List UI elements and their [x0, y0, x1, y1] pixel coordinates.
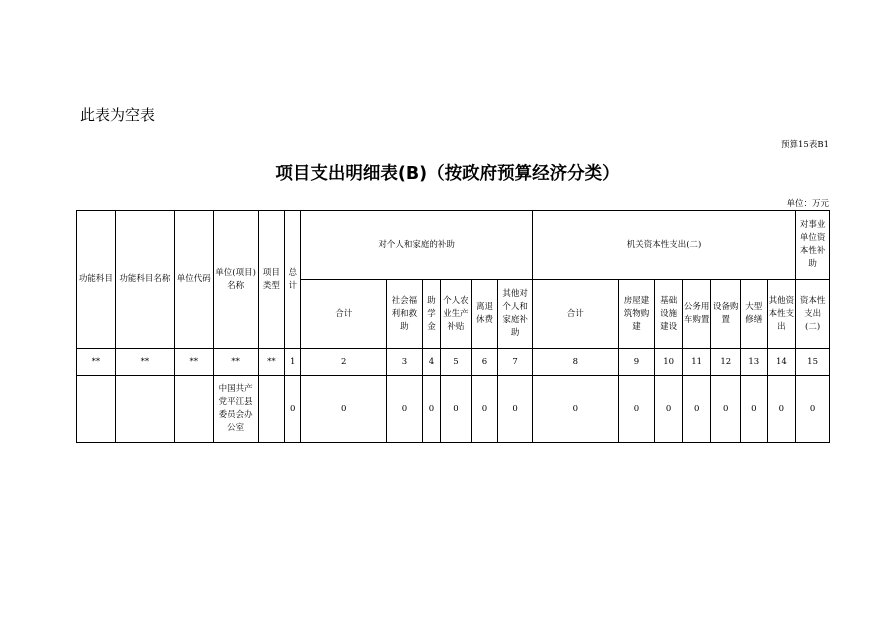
header-vehicle: 公务用车购置 [682, 280, 711, 349]
header-group-enterprise: 对事业单位资本性补助 [796, 211, 830, 280]
data-cell: 0 [711, 376, 741, 443]
code-cell: 15 [796, 349, 830, 376]
header-capital-subtotal: 合计 [532, 280, 618, 349]
data-cell: 0 [441, 376, 472, 443]
data-cell: 0 [682, 376, 711, 443]
header-unit-code: 单位代码 [174, 211, 213, 349]
code-cell: 14 [767, 349, 796, 376]
header-retirement: 离退休费 [471, 280, 498, 349]
data-cell: 0 [471, 376, 498, 443]
data-cell: 0 [796, 376, 830, 443]
code-cell: 8 [532, 349, 618, 376]
data-cell [77, 376, 116, 443]
page-title: 项目支出明细表(B)（按政府预算经济分类） [275, 164, 620, 184]
empty-table-note: 此表为空表 [80, 106, 156, 124]
data-cell: 0 [301, 376, 387, 443]
data-cell: 0 [741, 376, 768, 443]
code-cell: 2 [301, 349, 387, 376]
data-cell: 0 [655, 376, 683, 443]
code-cell: 7 [498, 349, 533, 376]
data-cell [115, 376, 174, 443]
data-cell: 0 [422, 376, 440, 443]
header-personal-subtotal: 合计 [301, 280, 387, 349]
code-cell: 9 [618, 349, 655, 376]
header-social-welfare: 社会福利和救助 [387, 280, 423, 349]
header-housing: 房屋建筑物购建 [618, 280, 655, 349]
data-cell: 0 [767, 376, 796, 443]
expense-table [76, 210, 830, 443]
header-group-capital: 机关资本性支出(二) [532, 211, 795, 280]
header-group-personal: 对个人和家庭的补助 [301, 211, 533, 280]
data-cell: 0 [532, 376, 618, 443]
header-row-top [77, 211, 830, 280]
code-cell: 1 [285, 349, 301, 376]
code-cell: 4 [422, 349, 440, 376]
code-cell: 3 [387, 349, 423, 376]
code-cell: 12 [711, 349, 741, 376]
unit-label: 单位：万元 [786, 199, 829, 209]
header-capital-expense: 资本性支出(二) [796, 280, 830, 349]
table-row [77, 376, 830, 443]
code-cell: 10 [655, 349, 683, 376]
code-cell: ** [258, 349, 285, 376]
header-farmer-subsidy: 个人农业生产补贴 [441, 280, 472, 349]
header-total: 总计 [285, 211, 301, 349]
code-cell: 11 [682, 349, 711, 376]
header-equipment: 设备购置 [711, 280, 741, 349]
data-cell [174, 376, 213, 443]
header-project-type: 项目类型 [258, 211, 285, 349]
data-cell-unit-name: 中国共产党平江县委员会办公室 [213, 376, 258, 443]
data-cell: 0 [387, 376, 423, 443]
header-other-capital: 其他资本性支出 [767, 280, 796, 349]
header-infrastructure: 基础设施建设 [655, 280, 683, 349]
code-cell: 6 [471, 349, 498, 376]
code-cell: ** [174, 349, 213, 376]
code-cell: 5 [441, 349, 472, 376]
code-row [77, 349, 830, 376]
data-cell: 0 [498, 376, 533, 443]
code-cell: ** [213, 349, 258, 376]
header-function-subject-name: 功能科目名称 [115, 211, 174, 349]
table-code: 预算15表B1 [781, 140, 829, 150]
code-cell: 13 [741, 349, 768, 376]
code-cell: ** [115, 349, 174, 376]
code-cell: ** [77, 349, 116, 376]
header-other-personal: 其他对个人和家庭补助 [498, 280, 533, 349]
data-cell: 0 [285, 376, 301, 443]
header-unit-name: 单位(项目)名称 [213, 211, 258, 349]
header-repair: 大型修缮 [741, 280, 768, 349]
header-function-subject: 功能科目 [77, 211, 116, 349]
data-cell: 0 [618, 376, 655, 443]
data-cell [258, 376, 285, 443]
header-student-aid: 助学金 [422, 280, 440, 349]
